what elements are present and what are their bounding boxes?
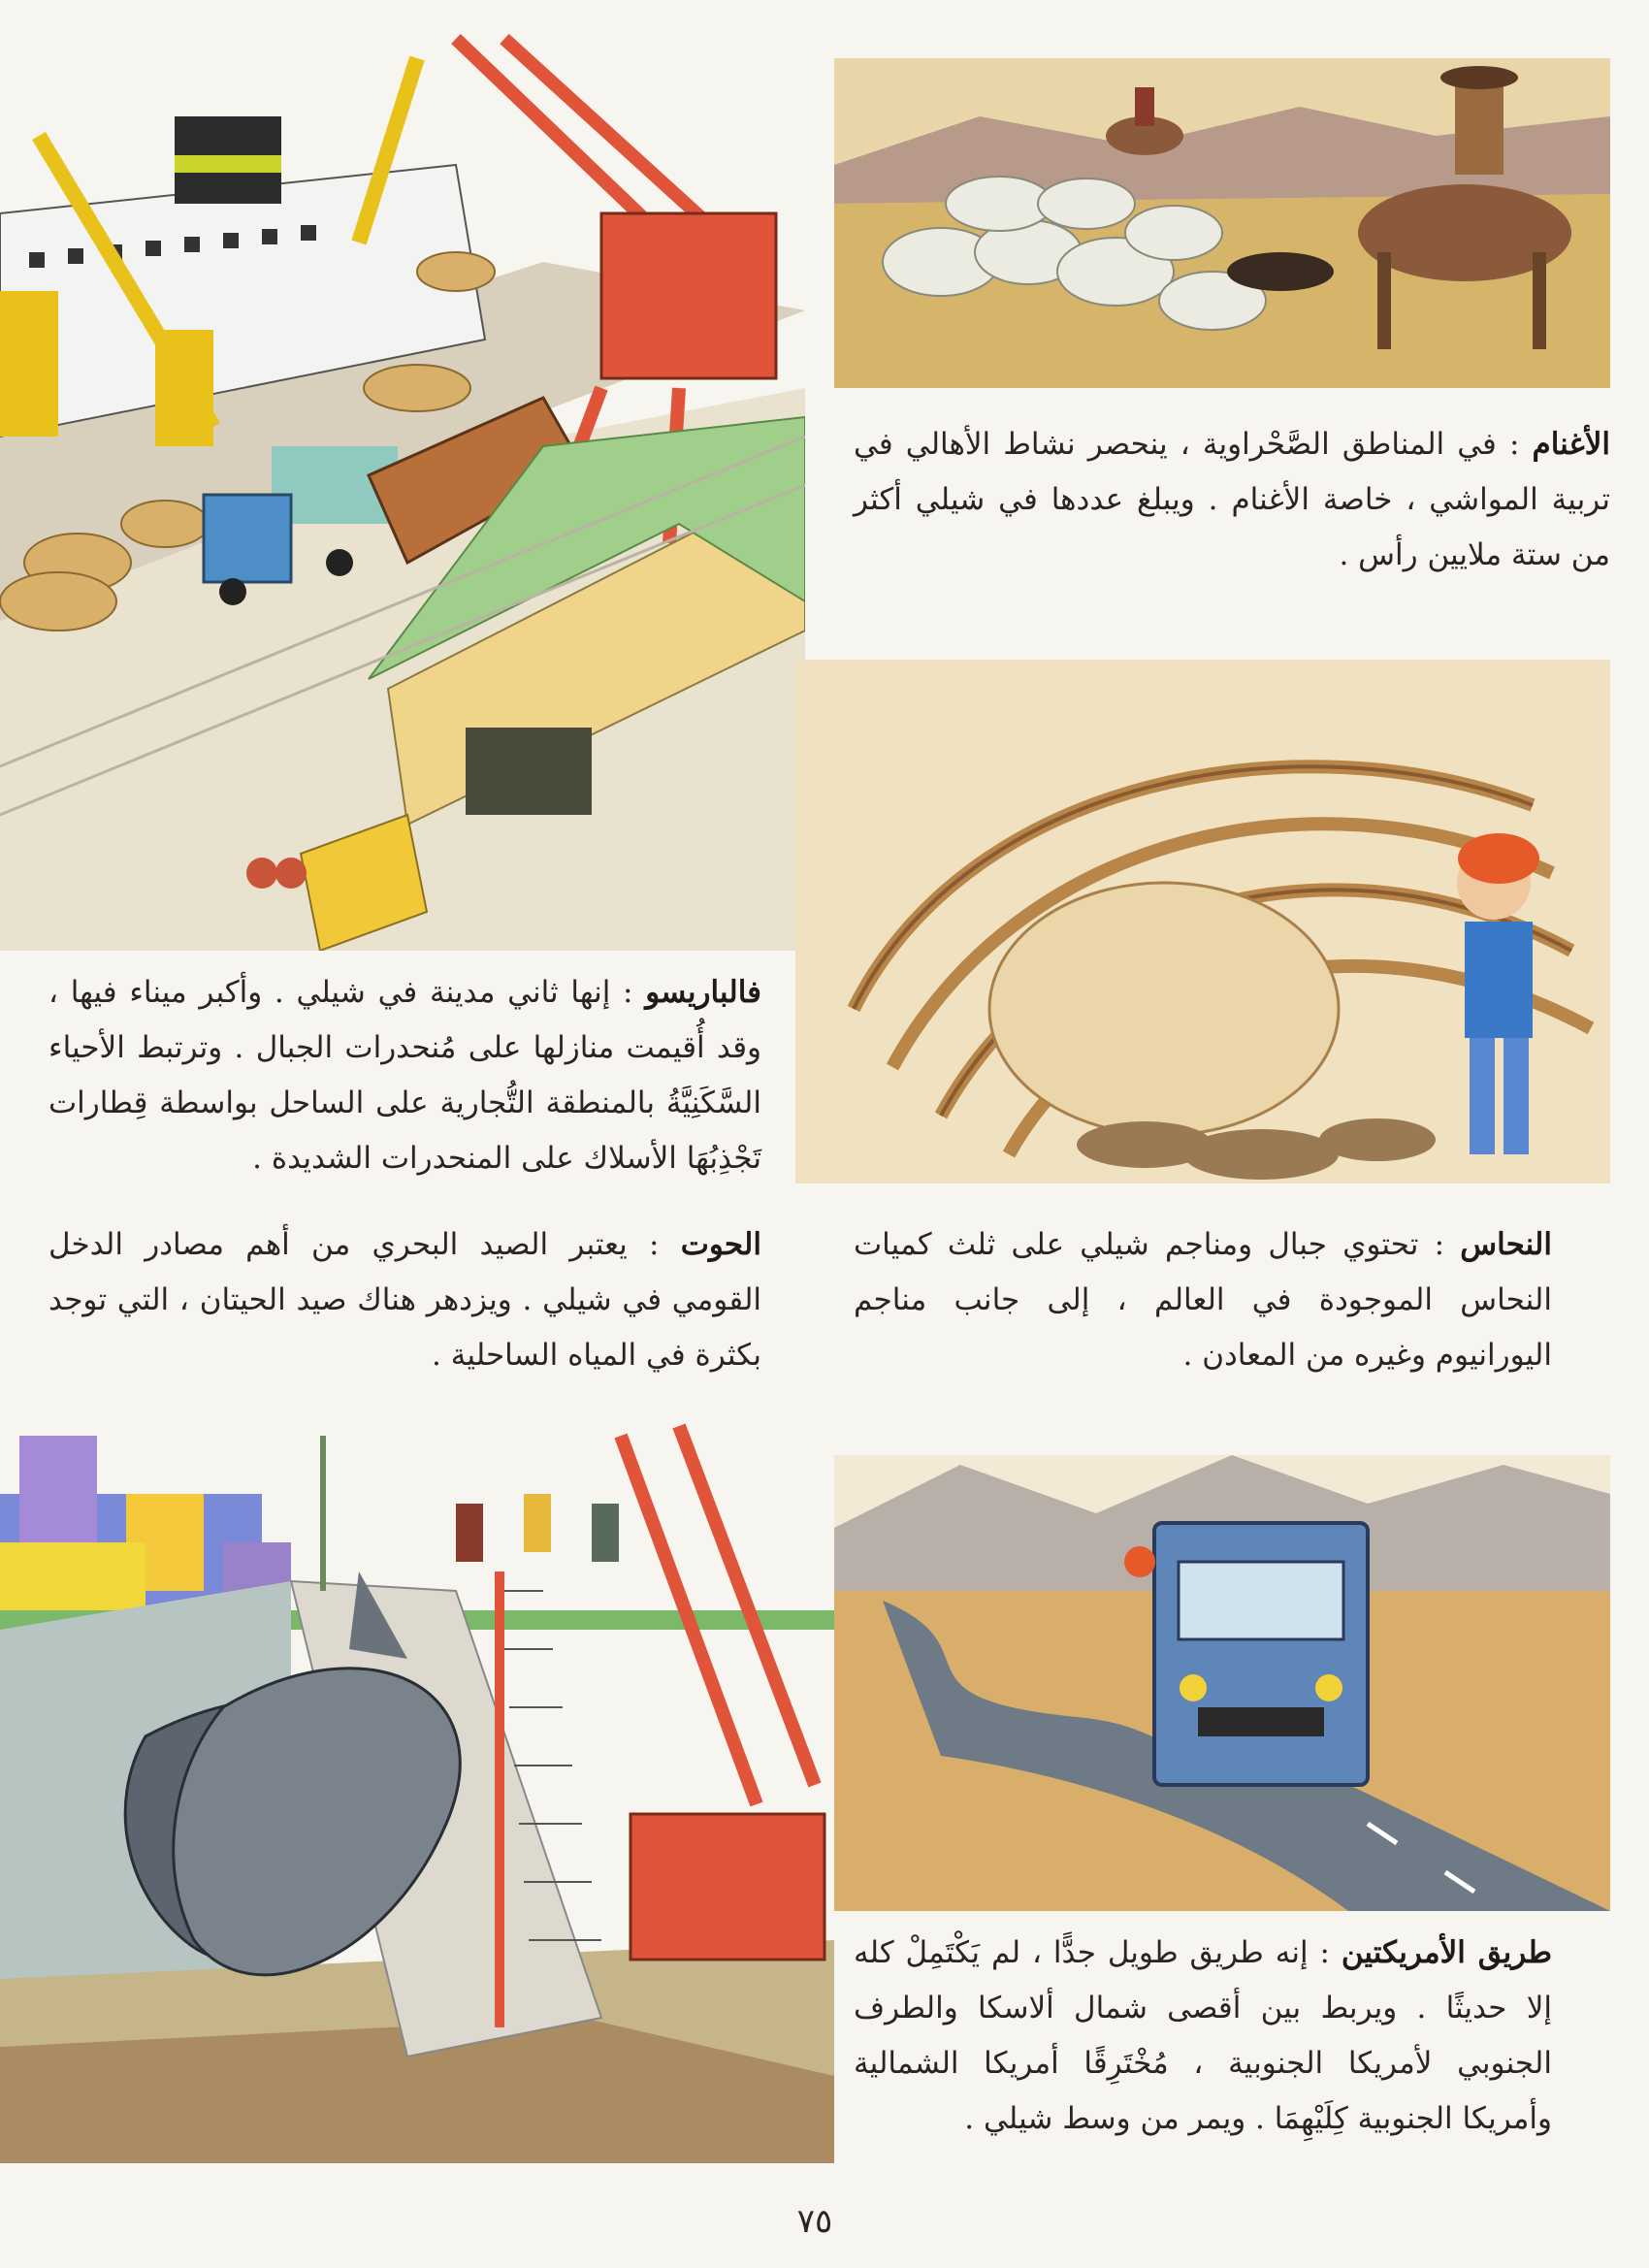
whale-paragraph [48, 1217, 761, 1383]
valparaiso-term: فالباريسو [645, 975, 761, 1010]
port-illustration [0, 19, 805, 951]
sheep-term: الأغنام [1532, 427, 1610, 462]
highway-term: طريق الأمريكتين [1341, 1935, 1552, 1970]
page-number: ٧٥ [796, 2202, 833, 2241]
highway-paragraph [854, 1926, 1552, 2147]
valparaiso-paragraph [48, 965, 761, 1186]
sheep-illustration [834, 58, 1610, 388]
whale-term: الحوت [680, 1227, 761, 1262]
sheep-paragraph [854, 417, 1610, 583]
sheep-body: : في المناطق الصَّحْراوية ، ينحصر نشاط الأهالي في تربية المواشي ، خاصة الأغنام . ويبلغ عددها في شيلي أكثر من ستة ملايين رأس . [854, 427, 1610, 572]
copper-term: النحاس [1460, 1227, 1552, 1262]
copper-paragraph [854, 1217, 1552, 1383]
copper-body: : تحتوي جبال ومناجم شيلي على ثلث كميات النحاس الموجودة في العالم ، إلى جانب مناجم اليورانيوم وغيره من المعادن . [854, 1227, 1552, 1373]
copper-mine-illustration [795, 660, 1610, 1183]
whaling-illustration [0, 1397, 834, 2163]
highway-body: : إنه طريق طويل جدًّا ، لم يَكْتَمِلْ كله إلا حديثًا . ويربط بين أقصى شمال ألاسكا والطرف الجنوبي لأمريكا الجنوبية ، مُخْتَرِقًا أمريكا الشمالية وأمريكا الجنوبية كِلَيْهِمَا . ويمر من وسط شيلي . [854, 1935, 1552, 2136]
whale-body: : يعتبر الصيد البحري من أهم مصادر الدخل القومي في شيلي . ويزدهر هناك صيد الحيتان ، التي توجد بكثرة في المياه الساحلية . [48, 1227, 761, 1373]
valparaiso-body: : إنها ثاني مدينة في شيلي . وأكبر ميناء فيها ، وقد أُقيمت منازلها على مُنحدرات الجبال . وترتبط الأحياء السَّكَنِيَّةُ بالمنطقة التُّجارية على الساحل بواسطة قِطارات تَجْذِبُهَا الأسلاك على المنحدرات الشديدة . [48, 975, 761, 1176]
highway-illustration [824, 1455, 1610, 1911]
